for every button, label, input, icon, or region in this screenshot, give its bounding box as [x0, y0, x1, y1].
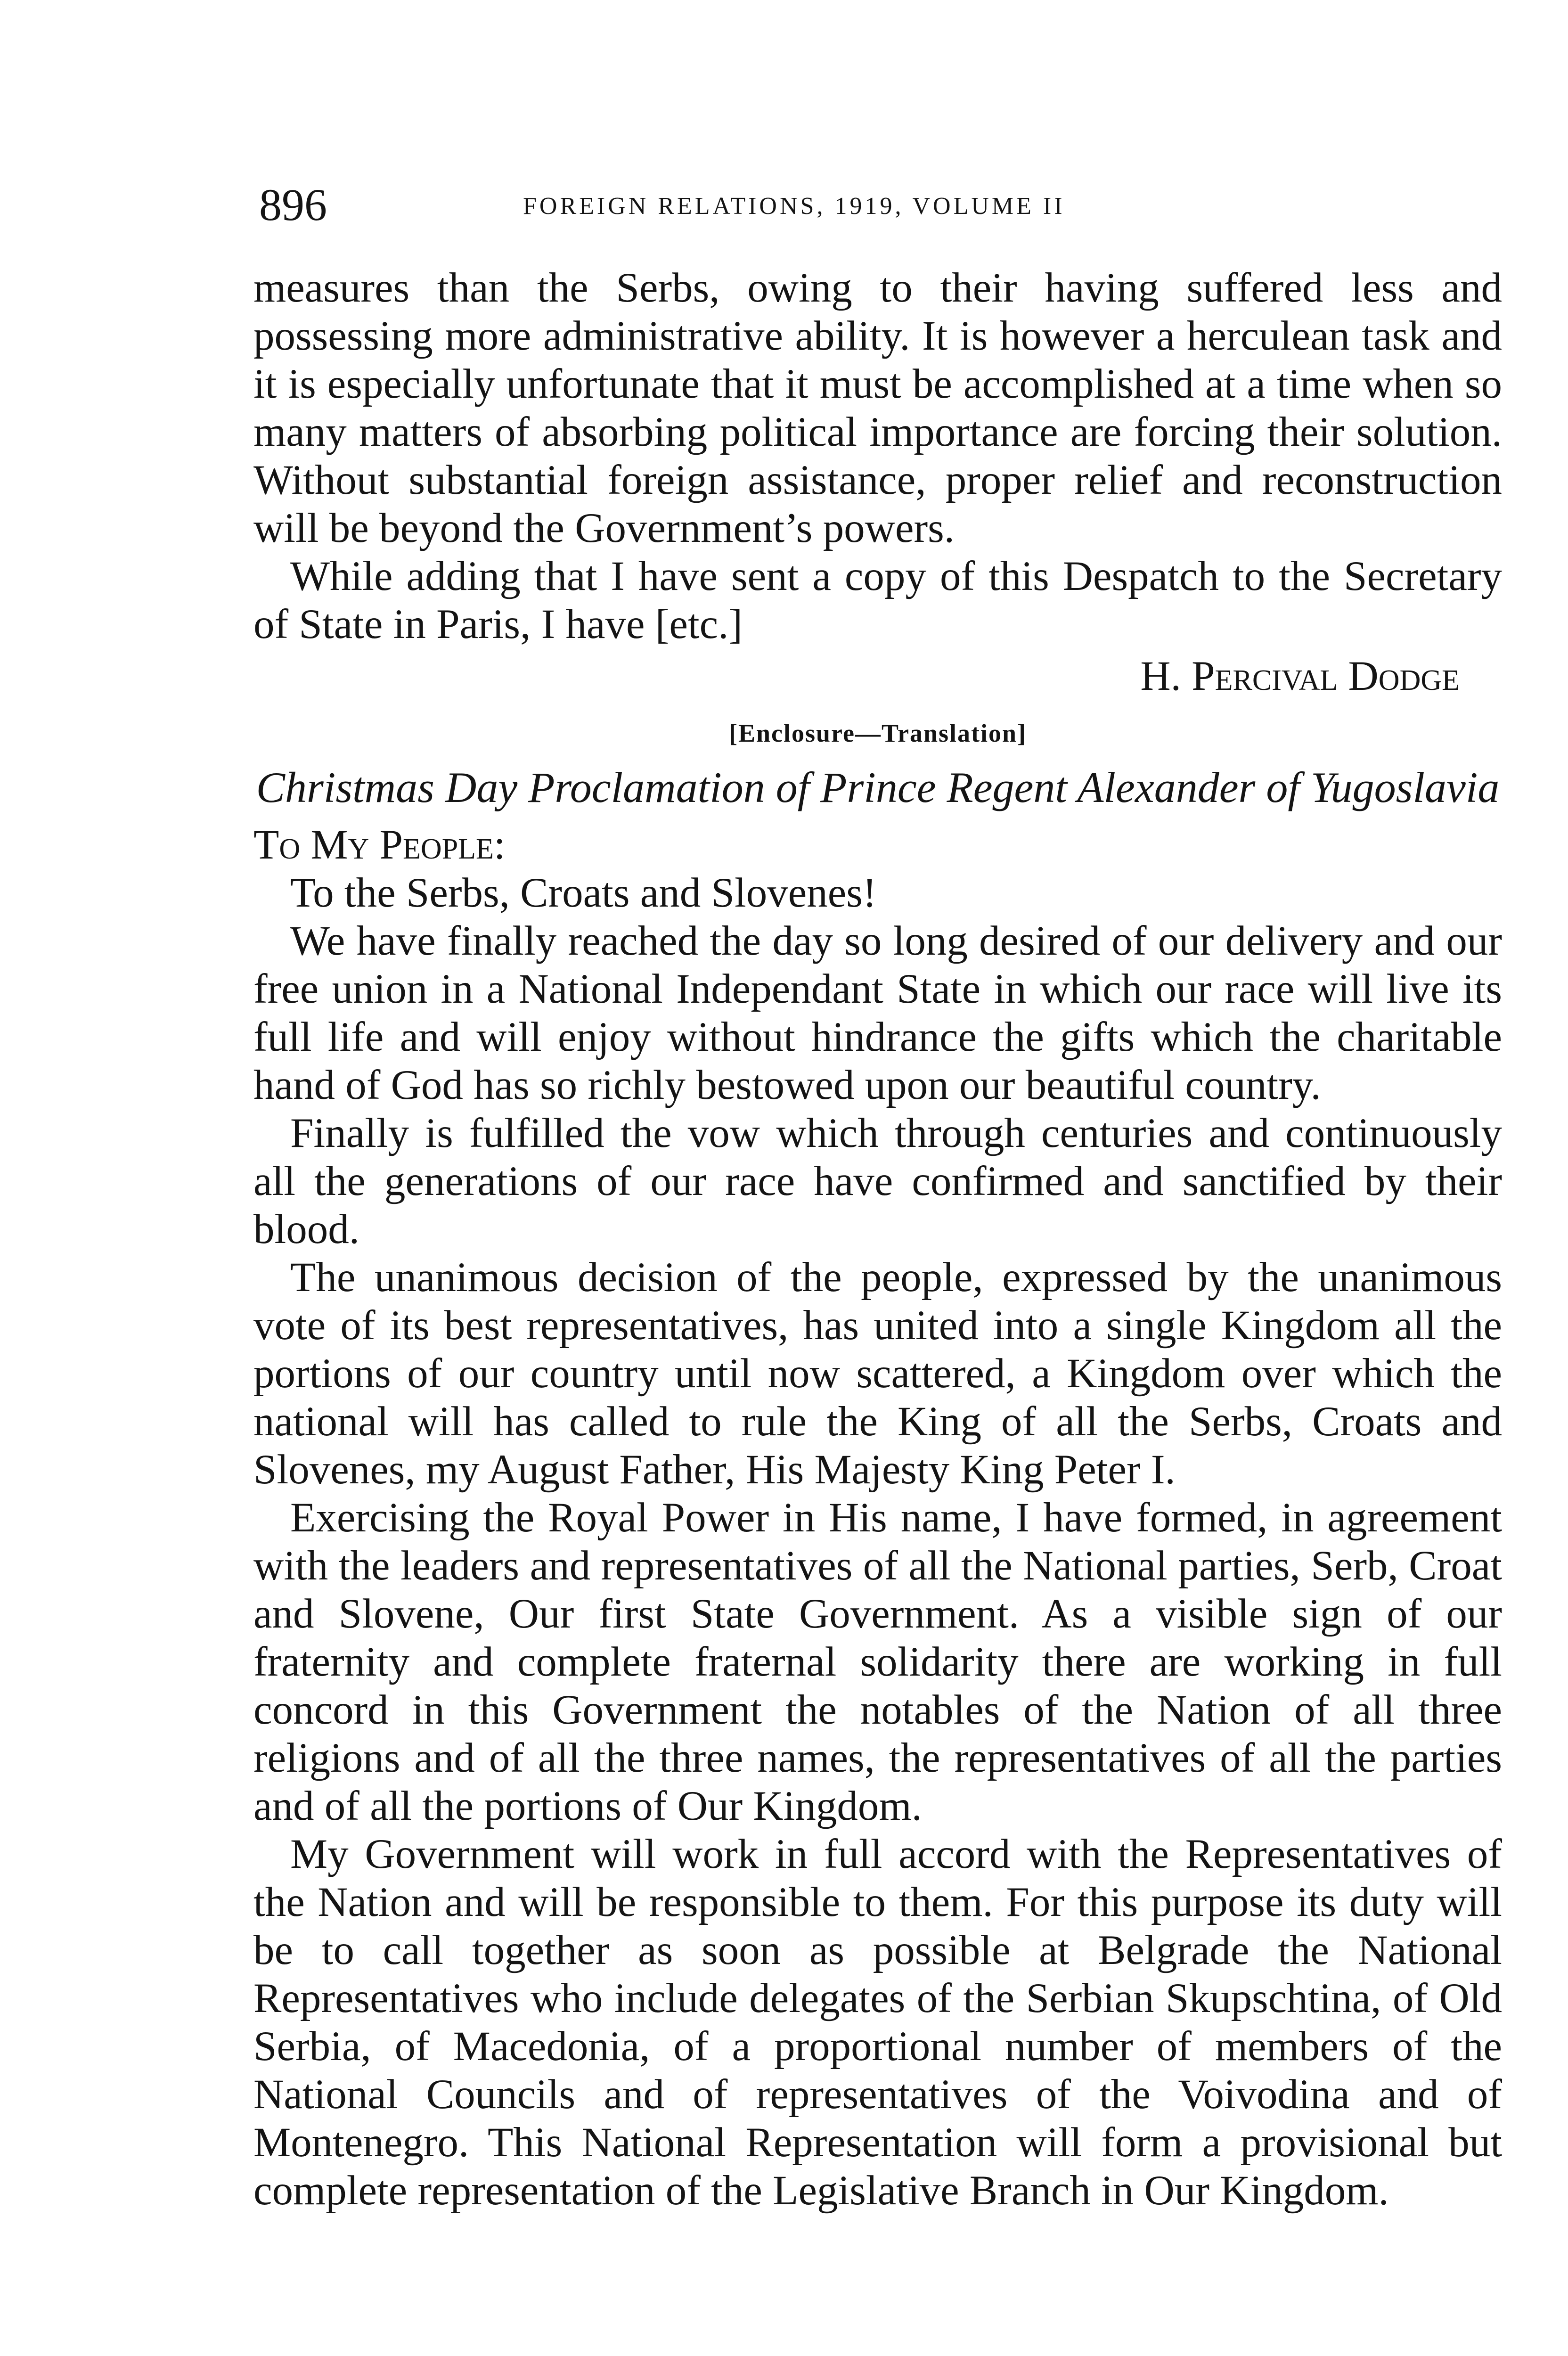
signature: H. Percival Dodge — [1140, 653, 1460, 699]
body-text — [253, 264, 1502, 2215]
page-number: 896 — [259, 180, 327, 230]
address-line: To the Serbs, Croats and Slovenes! — [290, 870, 877, 916]
proclamation-paragraph: We have finally reached the day so long desired of our delivery and our free union in a National Independant State in which our race will live its full life and will enjoy without hindrance the gifts which the charitable hand of God has so richly bestowed upon our beautiful country. — [253, 918, 1502, 1108]
proclamation-paragraph: The unanimous decision of the people, expressed by the unanimous vote of its best representatives, has united into a single Kingdom all the portions of our country until now scattered, a Kingdom over which the national will has called to rule the King of all the Serbs, Croats and Slovenes, my August Father, His Majesty King Peter I. — [253, 1254, 1502, 1493]
paragraph-closing: While adding that I have sent a copy of this Despatch to the Secretary of State in Paris, I have [etc.] — [253, 553, 1502, 647]
proclamation-paragraph: Finally is fulfilled the vow which through centuries and continuously all the generations of our race have confirmed and sanctified by their blood. — [253, 1110, 1502, 1252]
proclamation-paragraph: Exercising the Royal Power in His name, I have formed, in agreement with the leaders and representatives of all the National parties, Serb, Croat and Slovene, Our first State Government. As a visible sign of our fraternity and complete fraternal solidarity there are working in full concord in this Government the notables of the Nation of all three religions and of all the three names, the representatives of all the parties and of all the portions of Our Kingdom. — [253, 1495, 1502, 1829]
running-head: FOREIGN RELATIONS, 1919, VOLUME II — [523, 193, 1065, 220]
page-header — [259, 179, 1494, 231]
salutation: To My People: — [253, 822, 506, 868]
proclamation-paragraph: My Government will work in full accord with the Representatives of the Nation and will be responsible to them. For this purpose its duty will be to call together as soon as possible at Belgrade the National Representatives who include delegates of the Serbian Skupschtina, of Old Serbia, of Macedonia, of a proportional number of members of the National Councils and of representatives of the Voivodina and of Montenegro. This National Representation will form a provisional but complete representation of the Legislative Branch in Our Kingdom. — [253, 1831, 1502, 2214]
paragraph-continued: measures than the Serbs, owing to their having suffered less and possessing more administrative ability. It is however a herculean task and it is especially unfortunate that it must be accomplished at a time when so many matters of absorbing political importance are forcing their solution. Without substantial foreign assistance, proper relief and reconstruction will be beyond the Government’s powers. — [253, 265, 1502, 551]
proclamation-title: Christmas Day Proclamation of Prince Regent Alexander of Yugoslavia — [256, 763, 1500, 811]
enclosure-label: [Enclosure—Translation] — [728, 719, 1027, 747]
